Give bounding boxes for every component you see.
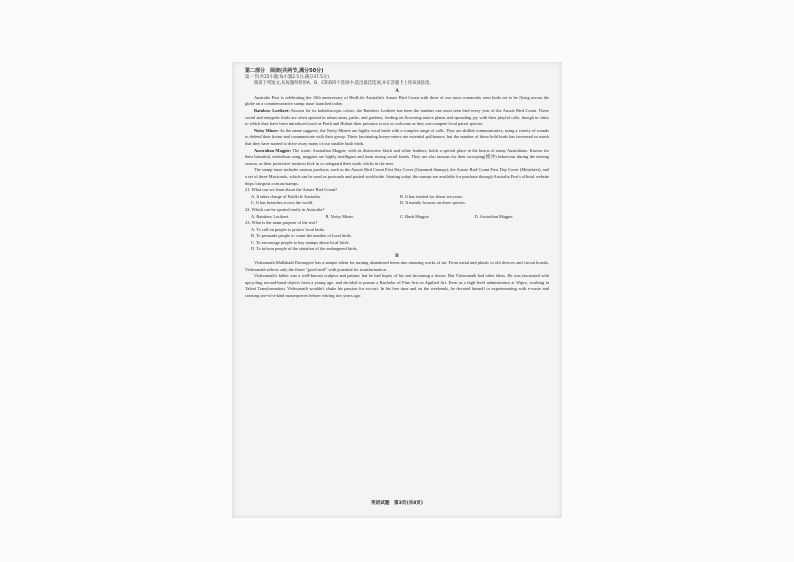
option-d: D. Australian Magpie. (474, 213, 514, 219)
paragraph-text: Known for its kaleidoscopic colors, the Rainbow Lorikeet has been the number one most seen bird every year of the Aussie Bird Count. These social and energetic birds are often spotted in urban areas, parks, and gardens, feeding on flowering native plants and spreading joy with their playful calls, though in cities to which they have been introduced such as Perth and Hobart their presence is not so welcome as they out-compete local parrot species. (245, 108, 550, 127)
question-stem: 21. What can we learn about the Aussie Bird Count? (245, 187, 338, 193)
option-a: A. Rainbow Lorikeet. (251, 213, 290, 219)
paragraph-text: The iconic Australian Magpie, with its distinctive black and white feathers, holds a special place in the hearts of many Australians. Known for their beautiful, melodious song, magpies are highly intelligent and form strong social bonds. They are also famous for their swooping(俯冲) behaviour during the nesting season, as their protective instincts kick in to safeguard their weak chicks in the nest. (245, 147, 549, 166)
passage-b-paragraph-2: Vishwanath's father was a well-known sculptor and painter, but he had hopes of his son becoming a doctor. But Vishwanath had other ideas. He was fascinated with upcycling second-hand objects from a young age, and decided to pursue a Bachelor of Fine Arts in Applied Art. Even as a high-level administrator at Wipro, working in Talent Transformation, Vishwanath wouldn't shake his passion for eco-art. In his free time and on the weekends, he devoted himself to experimenting with e-waste and creating one-of-a-kind masterpieces before retiring two years ago. (245, 273, 549, 299)
passage-b-paragraph-1: Vishwanath Mallabadi Davangere has a unique talent for turning abandoned items into amazing works of art. From metal and plastic to old devices and circuit boards, Vishwanath selects only the finest "good stuff" with potential for transformation. (245, 260, 549, 272)
bird-name-lorikeet: Rainbow Lorikeet: (254, 108, 290, 113)
exam-page (232, 62, 562, 518)
bird-name-magpie: Australian Magpie: (254, 147, 292, 153)
option-c: C. Bush Magpie. (400, 213, 430, 219)
page-content (245, 68, 549, 300)
part-heading: 第二部分 阅读(共两节,满分50分) (245, 68, 324, 74)
option-c: C. It has branches across the world. (251, 200, 314, 206)
option-b: B. Noisy Miner. (325, 213, 354, 219)
options-row (245, 194, 549, 201)
question-stem: 23. What is the main purpose of the text? (245, 220, 318, 226)
bird-name-miner: Noisy Miner: (254, 127, 279, 133)
question-stem: 22. Which can be spotted easily in Australia? (245, 206, 325, 212)
question-23 (245, 220, 549, 253)
paragraph-text: As the name suggests, the Noisy Miners are highly vocal birds with a complex range of calls. They are skilled communicators, using a variety of sounds to defend their house and communicate with their group. These fascinating honey-eaters are essential pollinators, but the number of these bold birds has increased so much that they have started to drive away many of our smaller bush birds. (245, 127, 549, 146)
question-21 (245, 187, 549, 207)
option-a: A. To call on people to protect local birds. (251, 226, 325, 232)
option-d: D. It mainly focuses on three species. (400, 200, 466, 206)
option-c: C. To encourage people to buy stamps about local birds. (251, 239, 350, 245)
instructions: 阅读下列短文,从每题所给的A、B、C和D四个选项中,选出最佳选项,并在答题卡上将该项涂黑。 (254, 81, 434, 87)
passage-a-paragraph-2 (245, 128, 549, 148)
options-row (245, 200, 549, 207)
passage-a-paragraph-1 (245, 108, 549, 128)
passage-a-paragraph-4: The stamp issue includes various products, such as the Aussie Bird Count First Day Cover (Gummed Stamps), the Aussie Bird Count First Day Cover (Minisheet), and a set of three Maxicards, which can be used as postcards and posted worldwide. Starting today, the stamps are available for purchase through Australia Post's official website https://auspost.com.au/stamps. (245, 167, 549, 186)
passage-b-label: B (395, 253, 399, 260)
option-b: B. To persuade people to count the number of local birds. (251, 233, 352, 239)
option-d: D. To inform people of the situation of the endangered birds. (251, 246, 358, 252)
page-footer: 英语试题 第3页(共8页) (371, 501, 423, 506)
passage-a-intro: Australia Post is celebrating the 10th anniversary of BirdLife Australia's Aussie Bird Count with three of our most commonly seen birds set to be flying across the globe on a commemorative stamp issue launched today. (245, 94, 549, 107)
question-22 (245, 207, 549, 220)
option-a: A. It takes charge of BirdLife Australia. (251, 193, 321, 199)
passage-a-paragraph-3 (245, 148, 549, 168)
options-row (245, 214, 549, 221)
option-b: B. It has existed for about ten years. (400, 193, 464, 199)
passage-a-label: A (395, 87, 399, 94)
section-heading: 第一节(共15小题;每小题2.5分,满分37.5分) (245, 75, 329, 80)
